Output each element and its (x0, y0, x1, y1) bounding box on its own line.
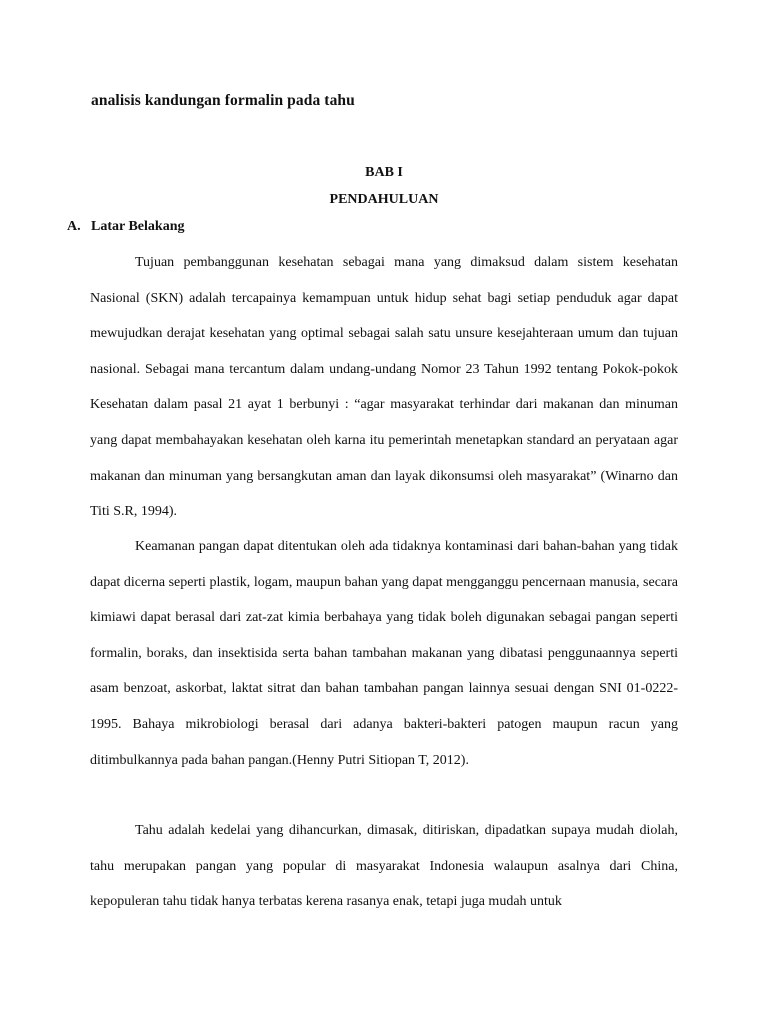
chapter-title: PENDAHULUAN (329, 192, 439, 207)
section-heading (67, 219, 184, 235)
section-heading-text: Latar Belakang (91, 219, 185, 234)
document-title: analisis kandungan formalin pada tahu (91, 92, 355, 109)
paragraph-1: Tujuan pembanggunan kesehatan sebagai mana yang dimaksud dalam sistem kesehatan Nasional (SKN) adalah tercapainya kemampuan untuk hidup sehat bagi setiap penduduk agar dapat mewujudkan derajat kesehatan yang optimal sebagai salah satu unsure kesejahteraan umum dan tujuan nasional. Sebagai mana tercantum dalam undang-undang Nomor 23 Tahun 1992 tentang Pokok-pokok Kesehatan dalam pasal 21 ayat 1 berbunyi : “agar masyarakat terhindar dari makanan dan minuman yang dapat membahayakan kesehatan oleh karna itu pemerintah menetapkan standard an peryataan agar makanan dan minuman yang bersangkutan aman dan layak dikonsumsi oleh masyarakat” (Winarno dan Titi S.R, 1994). (90, 255, 678, 520)
paragraph-2: Keamanan pangan dapat ditentukan oleh ada tidaknya kontaminasi dari bahan-bahan yang tidak dapat dicerna seperti plastik, logam, maupun bahan yang dapat mengganggu pencernaan manusia, secara kimiawi dapat berasal dari zat-zat kimia berbahaya yang tidak boleh digunakan sebagai pangan seperti formalin, boraks, dan insektisida serta bahan tambahan makanan yang dibatasi penggunaannya seperti asam benzoat, askorbat, laktat sitrat dan bahan tambahan pangan lainnya sesuai dengan SNI 01-0222-1995. Bahaya mikrobiologi berasal dari adanya bakteri-bakteri patogen maupun racun yang ditimbulkannya pada bahan pangan.(Henny Putri Sitiopan T, 2012). (90, 539, 678, 768)
chapter-number: BAB I (365, 165, 403, 180)
section-number: A. (67, 219, 81, 234)
paragraph-3: Tahu adalah kedelai yang dihancurkan, dimasak, ditiriskan, dipadatkan supaya mudah diolah, tahu merupakan pangan yang popular di masyarakat Indonesia walaupun asalnya dari China, kepopuleran tahu tidak hanya terbatas kerena rasanya enak, tetapi juga mudah untuk (90, 823, 678, 910)
